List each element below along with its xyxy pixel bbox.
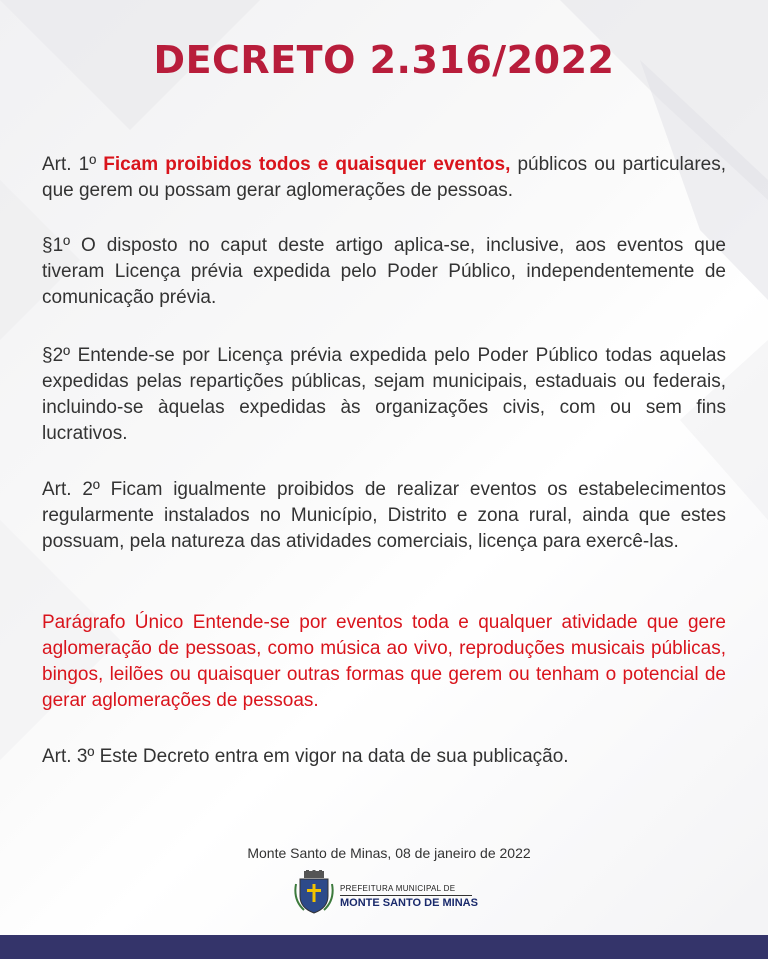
article-1-rest: públicos ou particulares, que gerem ou possam gerar aglomerações de pessoas. [42, 154, 726, 201]
footer-bar [0, 935, 768, 959]
paragrafo-unico: Parágrafo Único Entende-se por eventos toda e qualquer atividade que gere aglomeração de pessoas, como música ao vivo, reproduções musicais públicas, bingos, leilões ou quaisquer outras formas que gerem ou tenham o potencial de gerar aglomerações de pessoas. [42, 612, 726, 711]
article-1 [42, 152, 726, 204]
coat-of-arms-icon [294, 870, 334, 916]
municipality-logo [294, 870, 494, 918]
logo-line-2: MONTE SANTO DE MINAS [340, 897, 478, 909]
paragraph-2: §2º Entende-se por Licença prévia expedida pelo Poder Público todas aquelas expedidas pelas repartições públicas, sejam municipais, estaduais ou federais, incluindo-se àquelas expedidas às organizações civis, com ou sem fins lucrativos. [42, 345, 726, 444]
page-title: DECRETO 2.316/2022 [153, 38, 615, 82]
article-2: Art. 2º Ficam igualmente proibidos de realizar eventos os estabelecimentos regularmente instalados no Município, Distrito e zona rural, ainda que estes possuam, pela natureza das atividades comerciais, licença para exercê-las. [42, 479, 726, 552]
article-1-highlight: Ficam proibidos todos e quaisquer eventos, [103, 154, 511, 175]
article-1-prefix: Art. 1º [42, 154, 104, 175]
place-and-date: Monte Santo de Minas, 08 de janeiro de 2022 [247, 845, 531, 861]
article-3: Art. 3º Este Decreto entra em vigor na data de sua publicação. [42, 746, 569, 767]
logo-divider [340, 895, 472, 896]
logo-line-1: PREFEITURA MUNICIPAL DE [340, 884, 456, 893]
paragraph-1: §1º O disposto no caput deste artigo aplica-se, inclusive, aos eventos que tiveram Licença prévia expedida pelo Poder Público, independentemente de comunicação prévia. [42, 235, 726, 308]
